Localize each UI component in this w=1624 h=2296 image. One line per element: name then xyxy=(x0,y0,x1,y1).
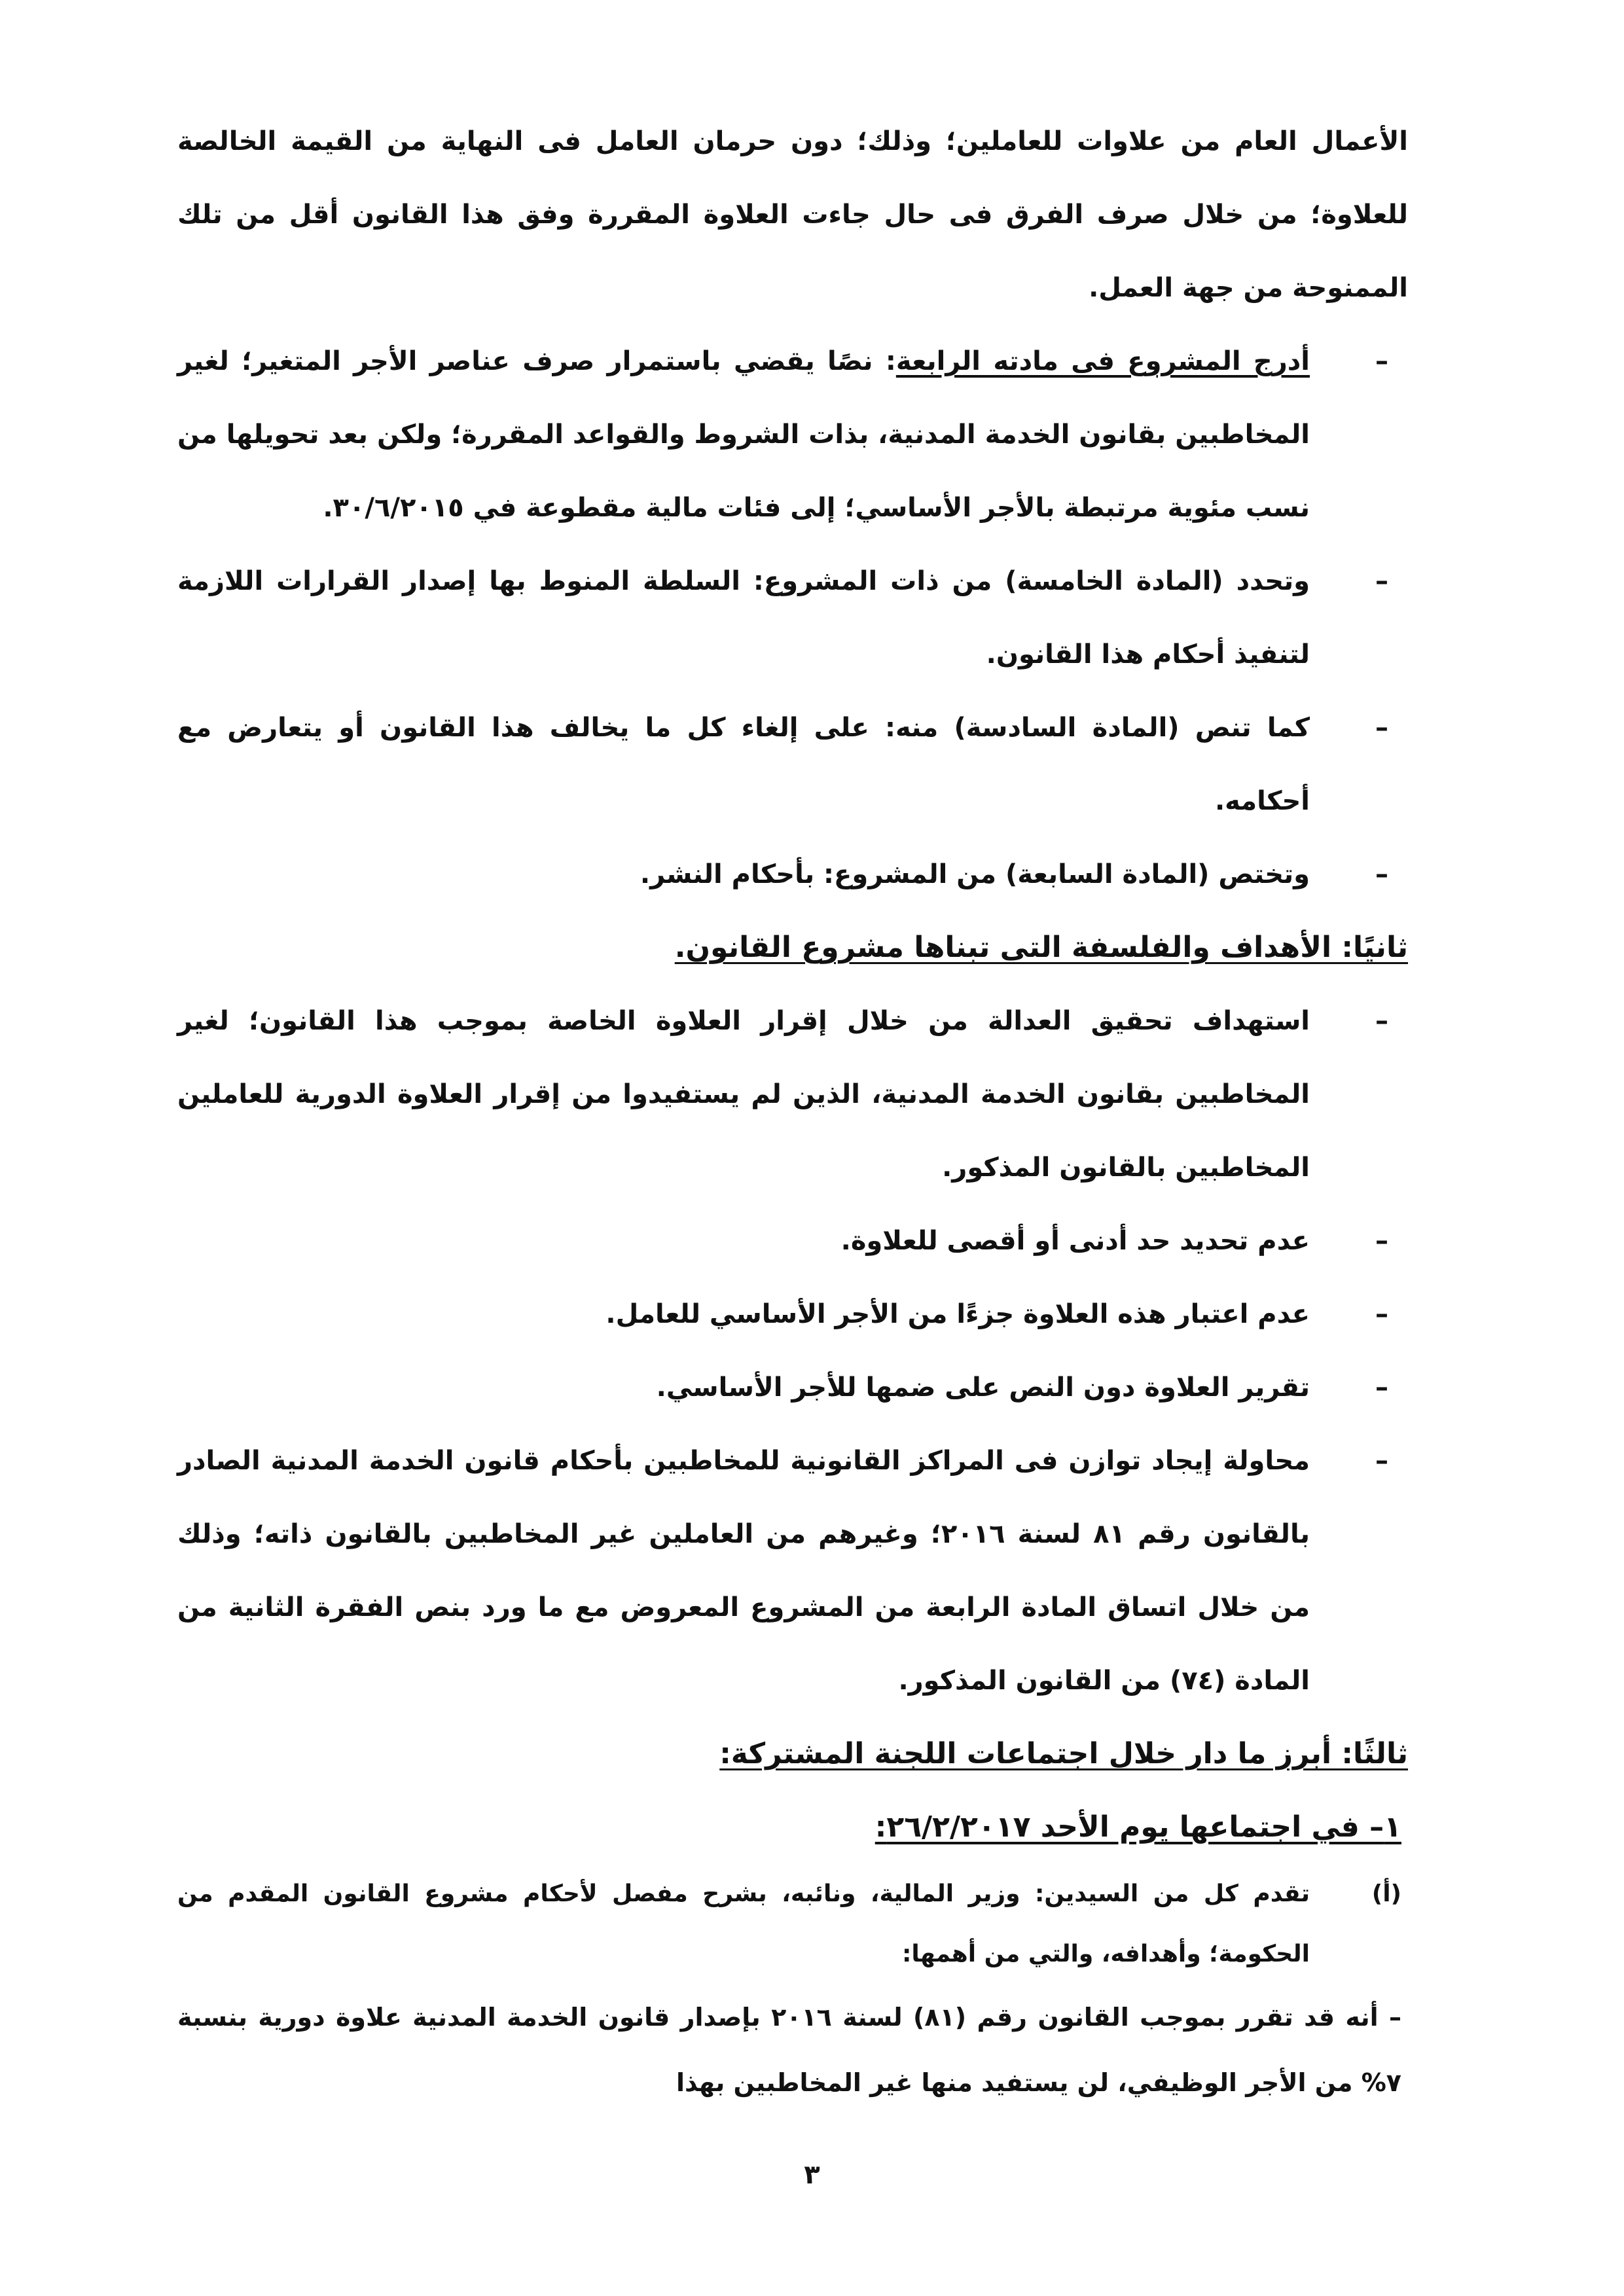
meeting-1-heading xyxy=(177,1791,1408,1864)
article-4-underlined-label: أدرج المشروع فى مادته الرابعة xyxy=(895,346,1310,376)
goal-text: عدم تحديد حد أدنى أو أقصى للعلاوة. xyxy=(840,1226,1310,1256)
section-3-heading xyxy=(177,1717,1408,1791)
section-2-heading-text: ثانيًا: الأهداف والفلسفة التى تبناها مشروع القانون. xyxy=(674,931,1408,964)
list-item-goal xyxy=(177,1204,1408,1278)
list-item-goal xyxy=(177,1424,1408,1717)
article-6-text: كما تنص (المادة السادسة) منه: على إلغاء كل ما يخالف هذا القانون أو يتعارض مع أحكامه. xyxy=(177,713,1310,816)
dash-marker: – xyxy=(1375,1372,1388,1403)
section-3-heading-text: ثالثًا: أبرز ما دار خلال اجتماعات اللجنة المشتركة: xyxy=(719,1737,1408,1770)
dash-marker: – xyxy=(1375,1006,1388,1036)
dash-marker: – xyxy=(1375,566,1388,596)
meeting-1-heading-text: ١– في اجتماعها يوم الأحد ٢٦/٢/٢٠١٧: xyxy=(875,1810,1401,1844)
item-a-text: تقدم كل من السيدين: وزير المالية، ونائبه، بشرح مفصل لأحكام مشروع القانون المقدم من الحكومة؛ وأهدافه، والتي من أهمها: xyxy=(177,1880,1310,1967)
goal-text: عدم اعتبار هذه العلاوة جزءًا من الأجر الأساسي للعامل. xyxy=(605,1299,1310,1329)
item-a-marker: (أ) xyxy=(1371,1880,1401,1907)
intro-paragraph: الأعمال العام من علاوات للعاملين؛ وذلك؛ دون حرمان العامل فى النهاية من القيمة الخالصة للعلاوة؛ من خلال صرف الفرق فى حال جاءت العلاوة المقررة وفق هذا القانون أقل من تلك الممنوحة من جهة العمل. xyxy=(177,126,1408,303)
list-item-goal xyxy=(177,984,1408,1204)
page-number: ٣ xyxy=(804,2160,820,2190)
article-5-text: وتحدد (المادة الخامسة) من ذات المشروع: السلطة المنوط بها إصدار القرارات اللازمة لتنفيذ أحكام هذا القانون. xyxy=(177,566,1310,670)
list-item-article-7 xyxy=(177,838,1408,911)
list-item-article-6 xyxy=(177,691,1408,838)
list-item-goal xyxy=(177,1278,1408,1351)
dash-marker: – xyxy=(1375,1226,1388,1256)
dash-marker: – xyxy=(1375,346,1388,376)
article-4-text: : نصًا يقضي باستمرار صرف عناصر الأجر المتغير؛ لغير المخاطبين بقانون الخدمة المدنية، بذات الشروط والقواعد المقررة؛ ولكن بعد تحويلها من نسب مئوية مرتبطة بالأجر الأساسي؛ إلى فئات مالية مقطوعة في ٣٠/٦/٢٠١٥. xyxy=(177,346,1310,523)
dash-marker: – xyxy=(1375,713,1388,743)
list-item-goal xyxy=(177,1351,1408,1424)
document-page xyxy=(177,105,1408,2115)
list-item-article-5 xyxy=(177,545,1408,691)
goal-text: استهداف تحقيق العدالة من خلال إقرار العلاوة الخاصة بموجب هذا القانون؛ لغير المخاطبين بقانون الخدمة المدنية، الذين لم يستفيدوا من إقرار العلاوة الدورية للعاملين المخاطبين بالقانون المذكور. xyxy=(177,1006,1310,1183)
section-2-heading xyxy=(177,911,1408,984)
list-item-article-4 xyxy=(177,325,1408,545)
closing-paragraph: – أنه قد تقرر بموجب القانون رقم (٨١) لسنة ٢٠١٦ بإصدار قانون الخدمة المدنية علاوة دورية بنسبة ٧% من الأجر الوظيفي، لن يستفيد منها غير المخاطبين بهذا xyxy=(177,2003,1401,2097)
dash-marker: – xyxy=(1375,1446,1388,1476)
meeting-1-item-a xyxy=(177,1864,1408,1984)
dash-marker: – xyxy=(1375,1299,1388,1329)
goal-text: محاولة إيجاد توازن فى المراكز القانونية للمخاطبين بأحكام قانون الخدمة المدنية الصادر بالقانون رقم ٨١ لسنة ٢٠١٦؛ وغيرهم من العاملين غير المخاطبين بالقانون ذاته؛ وذلك من خلال اتساق المادة الرابعة من المشروع المعروض مع ما ورد بنص الفقرة الثانية من المادة (٧٤) من القانون المذكور. xyxy=(177,1446,1310,1696)
dash-marker: – xyxy=(1375,859,1388,889)
goal-text: تقرير العلاوة دون النص على ضمها للأجر الأساسي. xyxy=(656,1372,1310,1403)
article-7-text: وتختص (المادة السابعة) من المشروع: بأحكام النشر. xyxy=(640,859,1310,889)
